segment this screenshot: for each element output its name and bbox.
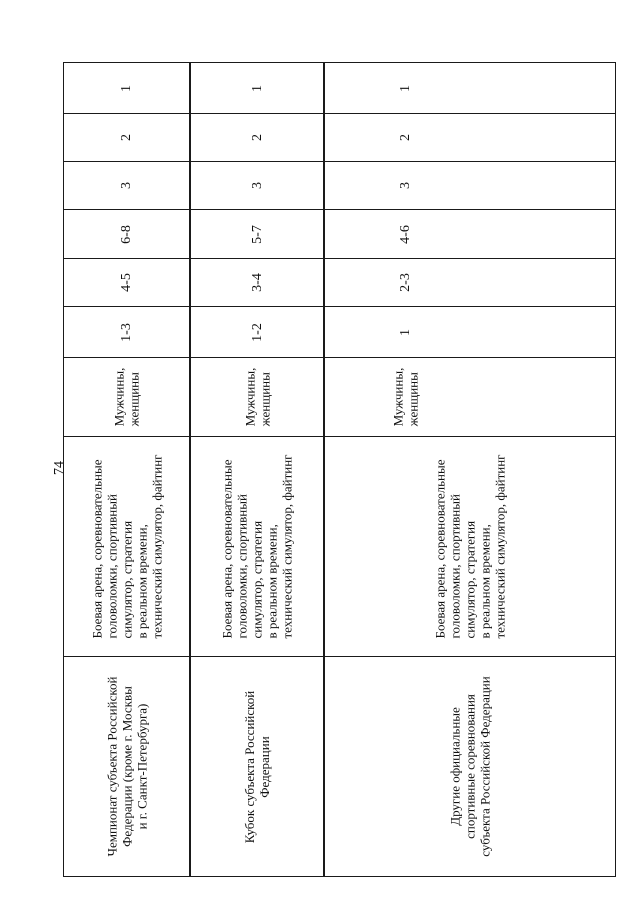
row2-c6: 1: [249, 84, 265, 92]
row2-c1: 1-2: [249, 322, 265, 342]
row1-c5-cell: [64, 114, 189, 161]
row3-c6-cell: [325, 63, 485, 113]
row3-disciplines: Боевая арена, соревновательные головоломки, спортивный симулятор, стратегия в реальном времени, технический симулятор, файтинг: [432, 454, 508, 639]
row3-c3-cell: [325, 210, 485, 258]
row2-c2: 3-4: [249, 273, 265, 292]
row1-c1-cell: [64, 307, 189, 357]
row1-c3-cell: [64, 210, 189, 258]
row2-c3-cell: [191, 210, 323, 258]
row1-c6-cell: [64, 63, 189, 113]
row3-c6: 1: [397, 84, 413, 92]
row1-disciplines: Боевая арена, соревновательные головоломки, спортивный симулятор, стратегия в реальном времени, технический симулятор, файтинг: [89, 454, 165, 639]
row2-c3: 5-7: [249, 224, 265, 244]
row3-competition-cell: [325, 657, 615, 876]
row2-c4-cell: [191, 162, 323, 209]
row3-c4-cell: [325, 162, 485, 209]
row2-c5: 2: [249, 134, 265, 141]
row1-c6: 1: [119, 84, 134, 92]
row3-c5: 2: [397, 134, 413, 141]
row3-competition: Другие официальные спортивные соревнования субъекта Российской Федерации: [447, 676, 493, 857]
row1-c4: 3: [119, 182, 134, 189]
row1-competition-cell: [64, 657, 189, 876]
row3-c1: 1: [397, 328, 413, 336]
row1-c2-cell: [64, 259, 189, 306]
row1-participants-cell: [64, 358, 189, 436]
row2-c4: 3: [249, 182, 265, 189]
row1-c5: 2: [119, 134, 134, 141]
row3-c1-cell: [325, 307, 485, 357]
row3-c2: 2-3: [397, 273, 413, 292]
row2-c6-cell: [191, 63, 323, 113]
row3-c5-cell: [325, 114, 485, 161]
row2-competition: Кубок субъекта Российской Федерации: [242, 690, 273, 843]
row2-c1-cell: [191, 307, 323, 357]
page-number-text: 74: [52, 461, 67, 475]
row3-disciplines-cell: [325, 437, 615, 656]
row1-c4-cell: [64, 162, 189, 209]
row1-c3: 6-8: [118, 224, 134, 244]
row1-disciplines-cell: [64, 437, 189, 656]
row3-c2-cell: [325, 259, 485, 306]
row2-participants-cell: [191, 358, 323, 436]
row2-disciplines: Боевая арена, соревновательные головоломки, спортивный симулятор, стратегия в реальном времени, технический симулятор, файтинг: [219, 454, 295, 639]
row1-c2: 4-5: [118, 273, 134, 292]
row3-c3: 4-6: [397, 224, 413, 244]
row3-c4: 3: [397, 182, 413, 189]
row2-participants: Мужчины, женщины: [241, 367, 272, 427]
row2-competition-cell: [191, 657, 323, 876]
row3-participants-cell: [325, 358, 485, 436]
row1-competition: Чемпионат субъекта Российской Федерации (кроме г. Москвы и г. Санкт-Петербурга): [104, 676, 149, 857]
row1-participants: Мужчины, женщины: [111, 367, 142, 427]
row2-c5-cell: [191, 114, 323, 161]
row1-c1: 1-3: [118, 322, 134, 342]
row2-disciplines-cell: [191, 437, 323, 656]
row3-participants: Мужчины, женщины: [389, 367, 420, 427]
row2-c2-cell: [191, 259, 323, 306]
